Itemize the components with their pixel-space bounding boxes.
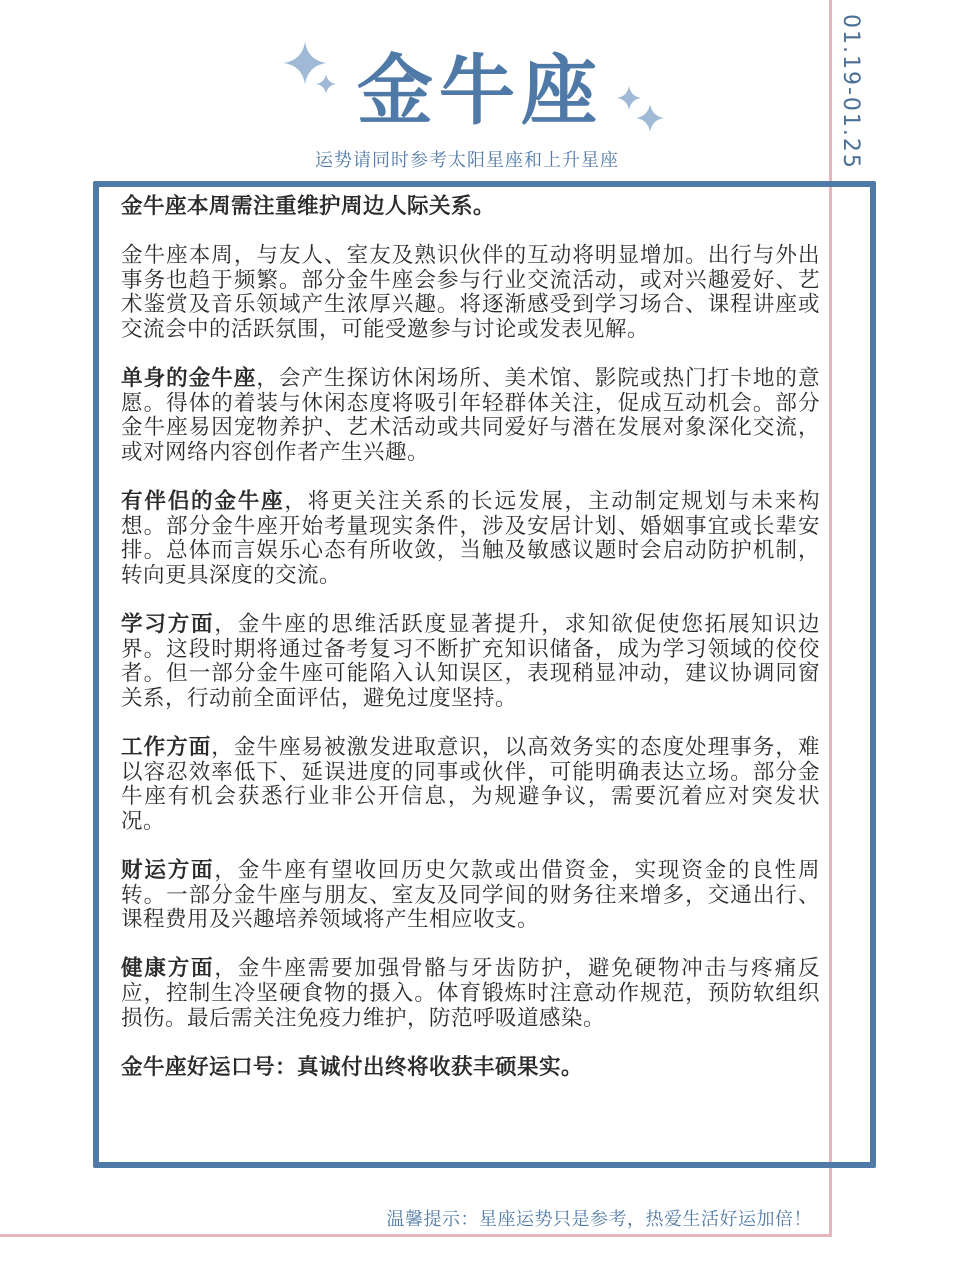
section-text: ，金牛座有望收回历史欠款或出借资金，实现资金的良性周转。一部分金牛座与朋友、室友及同学间的财务往来增多，交通出行、课程费用及兴趣培养领域将产生相应收支。 xyxy=(121,858,820,933)
lead-sentence: 金牛座本周需注重维护周边人际关系。 xyxy=(121,194,496,219)
section-partnered xyxy=(121,490,820,588)
section-label: 财运方面 xyxy=(121,858,215,884)
section-study xyxy=(121,613,820,711)
section-text: ，金牛座需要加强骨骼与牙齿防护，避免硬物冲击与疼痛反应，控制生冷坚硬食物的摄入。体育锻炼时注意动作规范，预防软组织损伤。最后需关注免疫力维护，防范呼吸道感染。 xyxy=(121,956,820,1031)
page-title: 金牛座 xyxy=(357,46,603,135)
date-range: 01.19-01.25 xyxy=(838,14,863,170)
section-text: ，金牛座易被激发进取意识，以高效务实的态度处理事务，难以容忍效率低下、延误进度的同事或伙伴，可能明确表达立场。部分金牛座有机会获悉行业非公开信息，为规避争议，需要沉着应对突发状况。 xyxy=(121,735,820,834)
section-text: ，将更关注关系的长远发展，主动制定规划与未来构想。部分金牛座开始考量现实条件，涉及安居计划、婚姻事宜或长辈安排。总体而言娱乐心态有所收敛，当触及敏感议题时会启动防护机制，转向更具深度的交流。 xyxy=(121,489,820,588)
section-label: 工作方面 xyxy=(121,735,212,761)
section-work xyxy=(121,736,820,834)
section-health xyxy=(121,957,820,1031)
footer-tip: 温馨提示：星座运势只是参考，热爱生活好运加倍！ xyxy=(386,1209,812,1230)
section-text: ，会产生探访休闲场所、美术馆、影院或热门打卡地的意愿。得体的着装与休闲态度将吸引年轻群体关注，促成互动机会。部分金牛座易因宠物养护、艺术活动或共同爱好与潜在发展对象深化交流，或对网络内容创作者产生兴趣。 xyxy=(121,366,820,465)
section-single xyxy=(121,367,820,465)
section-label: 单身的金牛座 xyxy=(121,366,257,392)
subtitle: 运势请同时参考太阳星座和上升星座 xyxy=(315,150,619,171)
intro-paragraph: 金牛座本周，与友人、室友及熟识伙伴的互动将明显增加。出行与外出事务也趋于频繁。部分金牛座会参与行业交流活动，或对兴趣爱好、艺术鉴赏及音乐领域产生浓厚兴趣。将逐渐感受到学习场合、课程讲座或交流会中的活跃氛围，可能受邀参与讨论或发表见解。 xyxy=(121,243,820,342)
horoscope-content xyxy=(121,195,820,1105)
section-wealth xyxy=(121,859,820,933)
section-label: 健康方面 xyxy=(121,956,215,982)
pink-horizontal-line xyxy=(0,1234,832,1237)
section-label: 有伴侣的金牛座 xyxy=(121,489,285,515)
lucky-slogan: 金牛座好运口号：真诚付出终将收获丰硕果实。 xyxy=(121,1054,584,1080)
section-label: 学习方面 xyxy=(121,612,215,638)
section-text: ，金牛座的思维活跃度显著提升，求知欲促使您拓展知识边界。这段时期将通过备考复习不断扩充知识储备，成为学习领域的佼佼者。但一部分金牛座可能陷入认知误区，表现稍显冲动，建议协调同窗关系，行动前全面评估，避免过度坚持。 xyxy=(121,612,820,711)
